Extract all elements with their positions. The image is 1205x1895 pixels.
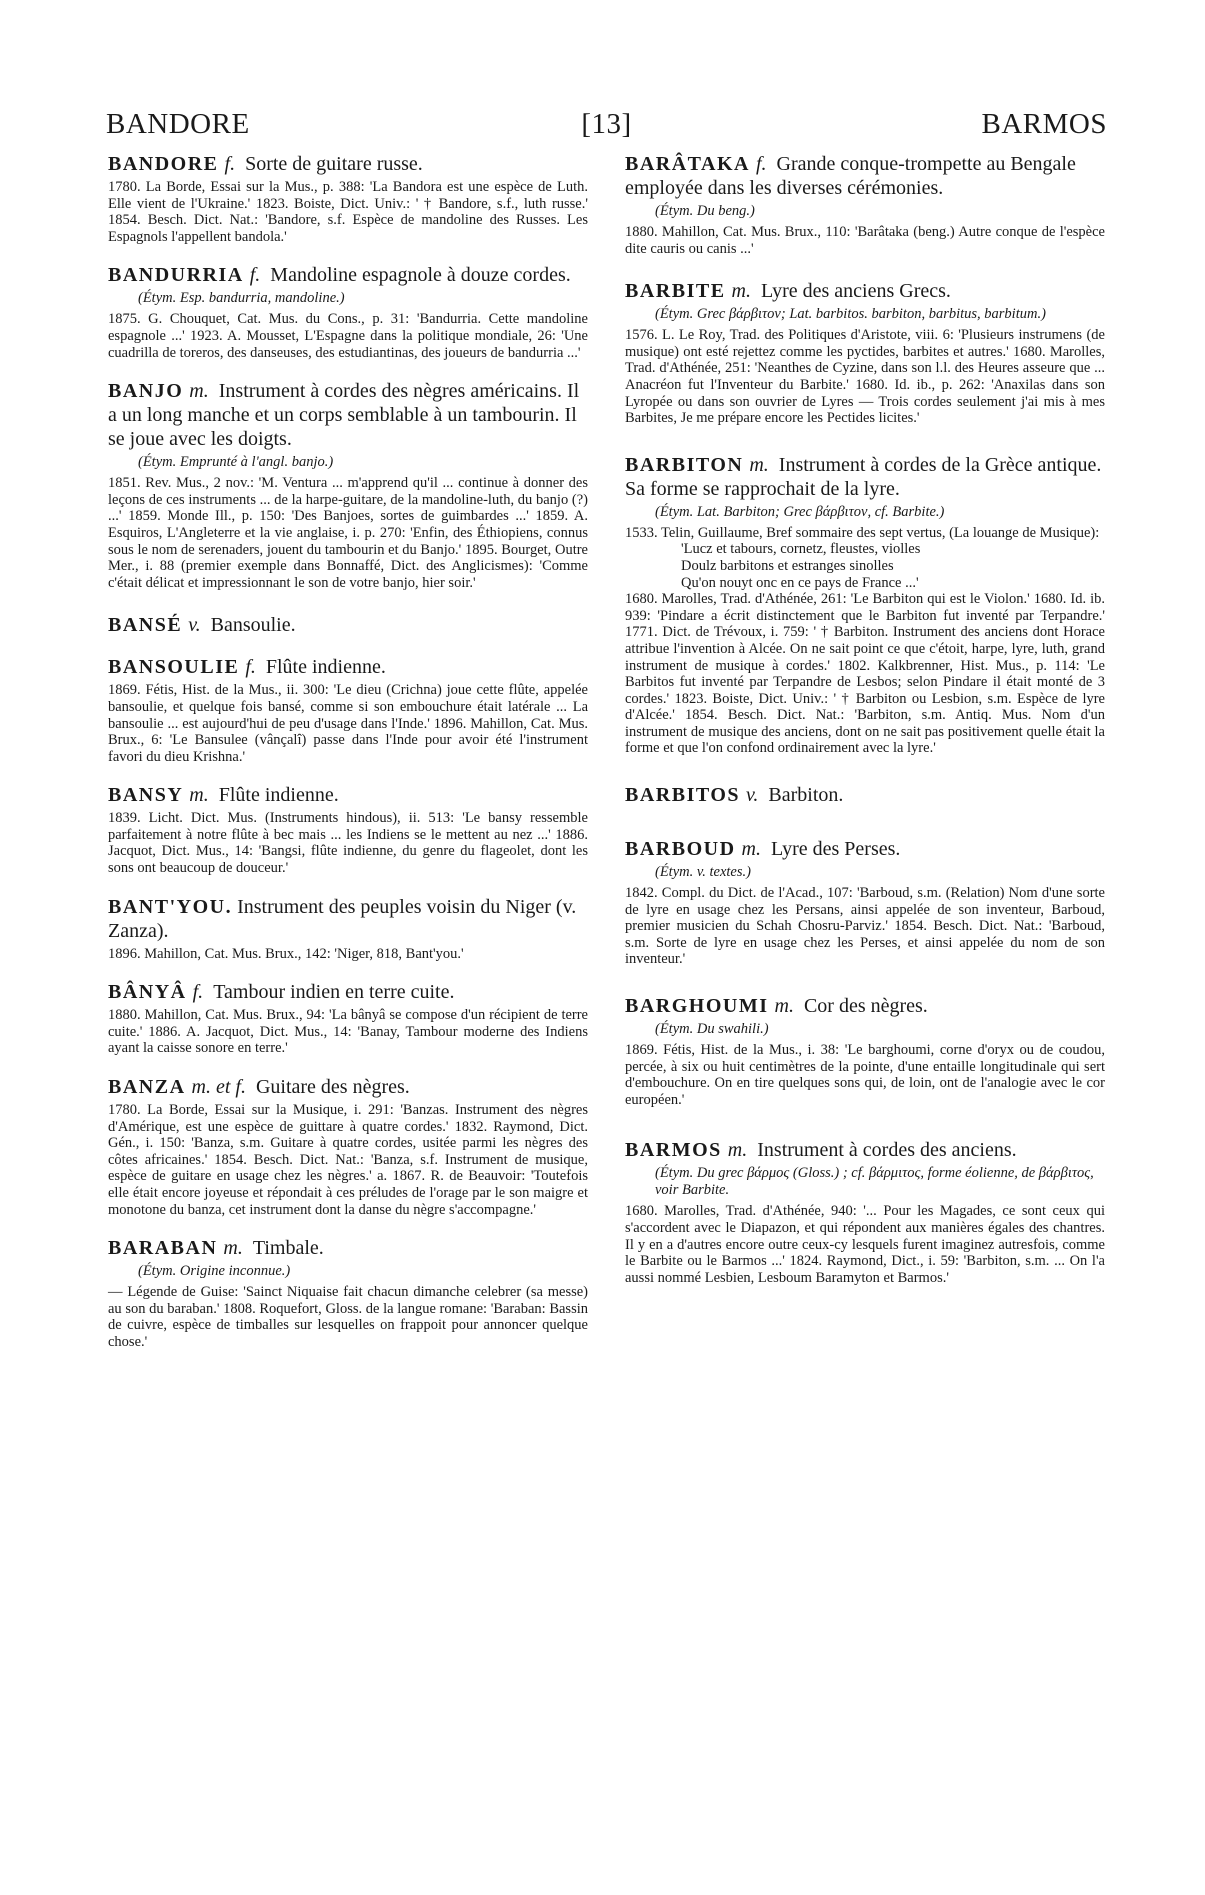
entry-heading [108, 613, 588, 637]
entry-heading [625, 783, 1105, 807]
citation: 1576. L. Le Roy, Trad. des Politiques d'Aristote, viii. 6: 'Plusieurs instrumens (de musique) ont esté rejettez comme les pyctides, barbites et autres.' 1680. Marolles, Trad. d'Athénée, 251: 'Neanthes de Cyzine, dans son l.l. des Heures asseure que ... Anacréon fut l'Inventeur du Barbite.' 1680. Id. ib., p. 262: 'Anaxilas dans son Lyropée ou dans son ouvrier de Lyres — Trois cordes seulement j'ai mis à mes Barbites, Je me prépare encore les Pectides licites.' [625, 327, 1105, 427]
headword: BARABAN [108, 1237, 218, 1260]
dictionary-entry [108, 152, 588, 245]
definition: Lyre des Perses. [770, 838, 901, 861]
definition: Lyre des anciens Grecs. [760, 280, 951, 303]
definition: Instrument à cordes de la Grèce antique. Sa forme se rapprochait de la lyre. [625, 453, 1102, 500]
part-of-speech: m. [223, 1237, 243, 1260]
headword: BARGHOUMI [625, 995, 769, 1018]
etymology: (Étym. Origine inconnue.) [138, 1263, 291, 1280]
part-of-speech: f. [245, 656, 256, 679]
verse-line: 'Lucz et tabours, cornetz, fleustes, violles [681, 541, 921, 558]
left-column [108, 152, 588, 1351]
etymology: (Étym. Du swahili.) [655, 1021, 769, 1038]
etymology: (Étym. Grec βάρβιτον; Lat. barbitos. barbiton, barbitus, barbitum.) [655, 306, 1046, 323]
definition: Instrument des peuples voisin du Niger (v. Zanza). [108, 895, 577, 942]
running-head-right: BARMOS [981, 108, 1107, 140]
definition: Flûte indienne. [218, 784, 339, 807]
part-of-speech: m. et f. [191, 1076, 246, 1099]
entry-heading [108, 655, 588, 679]
etymology: (Étym. Lat. Barbiton; Grec βάρβιτον, cf. Barbite.) [655, 503, 945, 520]
part-of-speech: f. [249, 264, 261, 287]
citation: 1839. Licht. Dict. Mus. (Instruments hindous), ii. 513: 'Le bansy ressemble parfaitement à notre flûte à bec mais ... les Indiens se le mettent au nez ...' 1886. Jacquot, Dict. Mus., 14: 'Bangsi, flûte indienne, du genre du flageolet, dont les sons ont beaucoup de douceur.' [108, 810, 588, 877]
etymology: (Étym. Emprunté à l'angl. banjo.) [138, 454, 334, 471]
part-of-speech: m. [749, 453, 769, 476]
citation: 1875. G. Chouquet, Cat. Mus. du Cons., p. 31: 'Bandurria. Cette mandoline espagnole ...' 1923. A. Mousset, L'Espagne dans la politique mondiale, 26: 'Une cuadrilla de toreros, des danseuses, des estudiantinas, des joueurs de bandurria ...' [108, 311, 588, 361]
citation: 1780. La Borde, Essai sur la Mus., p. 388: 'La Bandora est une espèce de Luth. Elle vient de l'Ukraine.' 1823. Boiste, Dict. Univ.: ' † Bandore, s.f., luth russe.' 1854. Besch. Dict. Nat.: 'Bandore, s.f. Espèce de mandoline des Russes. Les Espagnols l'appellent bandola.' [108, 179, 588, 245]
entry-heading [625, 152, 1105, 200]
part-of-speech: f. [224, 153, 236, 175]
entry-heading [625, 453, 1105, 501]
headword: BARÂTAKA [625, 153, 750, 175]
definition: Cor des nègres. [803, 995, 928, 1018]
entry-heading [625, 1138, 1105, 1162]
dictionary-entry [625, 994, 1105, 1108]
citation: 1880. Mahillon, Cat. Mus. Brux., 110: 'Barâtaka (beng.) Autre conque de l'espèce dite cauris ou canis ...' [625, 224, 1105, 257]
headword: BANDORE [108, 153, 219, 175]
page-header [106, 108, 1107, 148]
entry-heading [108, 152, 588, 176]
part-of-speech: m. [731, 280, 751, 303]
dictionary-entry [108, 980, 588, 1057]
running-head-left: BANDORE [106, 108, 250, 140]
part-of-speech: m. [189, 784, 209, 807]
etymology: (Étym. Du grec βάρμος (Gloss.) ; cf. βάρμιτος, forme éolienne, de βάρβιτος, voir Barbite. [655, 1165, 1094, 1199]
definition: Timbale. [252, 1237, 324, 1260]
verse-line: Doulz barbitons et estranges sinolles [681, 557, 894, 574]
citation: 1533. Telin, Guillaume, Bref sommaire des sept vertus, (La louange de Musique): [625, 524, 1100, 541]
headword: BANT'YOU. [108, 895, 233, 918]
entry-heading [108, 783, 588, 807]
definition: Grande conque-trompette au Bengale employée dans les diverses cérémonies. [625, 153, 1076, 199]
part-of-speech: m. [774, 995, 794, 1018]
headword: BARBITE [625, 280, 726, 303]
citation: 1780. La Borde, Essai sur la Musique, i. 291: 'Banzas. Instrument des nègres d'Amérique, est une espèce de guittare à quatre cordes.' 1832. Raymond, Dict. Gén., i. 150: 'Banza, s.m. Guitare à quatre cordes, usitée parmi les nègres des côtes africaines.' 1854. Besch. Dict. Nat.: 'Banza, s.f. Instrument de musique, espèce de guitare en usage chez les nègres.' a. 1867. R. de Beauvoir: 'Toutefois elle était encore joyeuse et répondait à ces préludes de l'orage par le son maigre et monotone du banza, cet instrument dont la danse du nègre s'accompagne.' [108, 1102, 588, 1218]
definition: Guitare des nègres. [255, 1076, 410, 1099]
part-of-speech: m. [727, 1139, 748, 1162]
dictionary-entry [108, 783, 588, 876]
headword: BARBOUD [625, 838, 736, 861]
citation: 1869. Fétis, Hist. de la Mus., i. 38: 'Le barghoumi, corne d'oryx ou de coudou, percée, à six ou huit centimètres de la pointe, d'une entaille longitudinale qui sert d'embouchure. On en tire quelques sons qui, de loin, ont de l'analogie avec le cor européen.' [625, 1042, 1105, 1108]
dictionary-entry [108, 1075, 588, 1218]
dictionary-entry [625, 837, 1105, 968]
definition: Instrument à cordes des nègres américains. Il a un long manche et un corps semblable à un tambourin. Il se joue avec les doigts. [108, 380, 580, 451]
dictionary-entry [625, 783, 1105, 807]
headword: BANSOULIE [108, 656, 240, 679]
dictionary-entry [108, 1236, 588, 1350]
entry-heading [108, 980, 588, 1004]
definition: Bansoulie. [210, 614, 296, 637]
citation: 1851. Rev. Mus., 2 nov.: 'M. Ventura ... m'apprend qu'il ... continue à donner des leçons de ces instruments ... de la harpe-guitare, de la mandoline-luth, du banjo (?) ...' 1859. Monde Ill., p. 150: 'Des Banjoes, sortes de guimbardes ...' 1859. A. Esquiros, L'Angleterre et la vie anglaise, i. p. 270: 'Enfin, des Éthiopiens, connus sous le nom de serenaders, jouent du tambourin et du Banjo.' 1895. Bourget, Outre Mer., i. 88 (premier exemple dans Bonnaffé, Dict. des Anglicismes): 'Comme c'était délicat et impressionnant le son de votre banjo, hier soir.' [108, 475, 588, 591]
entry-heading [625, 994, 1105, 1018]
definition: Mandoline espagnole à douze cordes. [270, 264, 571, 287]
part-of-speech: v. [746, 784, 759, 807]
entry-heading [625, 837, 1105, 861]
right-column [625, 152, 1105, 1286]
headword: BARBITON [625, 453, 744, 476]
entry-heading [108, 1075, 588, 1099]
dictionary-entry [108, 895, 588, 963]
etymology: (Étym. v. textes.) [655, 864, 751, 881]
headword: BANDURRIA [108, 264, 244, 287]
headword: BÂNYÂ [108, 981, 187, 1004]
dictionary-entry [625, 279, 1105, 427]
citation: — Légende de Guise: 'Sainct Niquaise fait chacun dimanche celebrer (sa messe) au son du baraban.' 1808. Roquefort, Gloss. de la langue romane: 'Baraban: Bassin de cuivre, espèce de timballes sur lesquelles on frappoit pour annoncer quelque chose.' [108, 1284, 588, 1350]
definition: Flûte indienne. [265, 656, 386, 679]
dictionary-entry [108, 263, 588, 361]
entry-heading [108, 379, 588, 451]
part-of-speech: m. [741, 838, 761, 861]
dictionary-entry [108, 379, 588, 591]
headword: BANSY [108, 784, 184, 807]
verse-line: Qu'on nouyt onc en ce pays de France ...' [681, 574, 919, 591]
entry-heading [108, 1236, 588, 1260]
headword: BANZA [108, 1076, 186, 1099]
part-of-speech: f. [755, 153, 767, 175]
citation: 1680. Marolles, Trad. d'Athénée, 261: 'Le Barbiton qui est le Violon.' 1680. Id. ib. 939: 'Pindare a écrit distinctement que le Barbiton fut inventé par Terpandre.' 1771. Dict. de Trévoux, i. 759: ' † Barbiton. Instrument des anciens dont Horace attribue l'invention à Alcée. On ne sait point ce que c'étoit, harpe, lyre, luth, grand instrument de musique à cordes.' 1802. Kalkbrenner, Hist. Mus., p. 114: 'Le Barbitos fut inventé par Terpandre de Lesbos; selon Pindare il était monté de 3 cordes.' 1823. Boiste, Dict. Univ.: ' † Barbiton ou Lesbion, s.m. Espèce de lyre d'Alcée.' 1854. Besch. Dict. Nat.: 'Barbiton, s.m. Antiq. Mus. Nom d'un instrument de musique des anciens, dont on ne sait pas positivement quelle était la forme et que l'on confond ordinairement avec la lyre.' [625, 591, 1105, 757]
definition: Tambour indien en terre cuite. [213, 981, 455, 1004]
citation: 1896. Mahillon, Cat. Mus. Brux., 142: 'Niger, 818, Bant'you.' [108, 945, 464, 962]
entry-heading [625, 279, 1105, 303]
page-number: [13] [581, 108, 632, 140]
citation: 1880. Mahillon, Cat. Mus. Brux., 94: 'La bânyâ se compose d'un récipient de terre cuite.' 1886. A. Jacquot, Dict. Mus., 14: 'Banay, Tambour moderne des Indiens ayant la caisse sonore en terre.' [108, 1007, 588, 1057]
definition: Barbiton. [768, 784, 844, 807]
etymology: (Étym. Esp. bandurria, mandoline.) [138, 290, 345, 307]
entry-heading [108, 263, 588, 287]
citation: 1680. Marolles, Trad. d'Athénée, 940: '... Pour les Magades, ce sont ceux qui s'accordent avec le Diapazon, et qui répondent aux manières égales des chantres. Il y en a d'autres encore outre ceux-cy lesquels furent imaginez autresfois, comme le Barbite ou le Barmos ...' 1824. Raymond, Dict., i. 59: 'Barbiton, s.m. ... On l'a aussi nommé Lesbien, Lesboum Baramyton et Barmos.' [625, 1203, 1105, 1286]
dictionary-entry [108, 655, 588, 765]
headword: BARBITOS [625, 784, 741, 807]
headword: BARMOS [625, 1139, 722, 1162]
dictionary-entry [108, 613, 588, 637]
part-of-speech: m. [189, 380, 209, 403]
definition: Instrument à cordes des anciens. [757, 1139, 1017, 1162]
definition: Sorte de guitare russe. [245, 153, 423, 175]
dictionary-entry [625, 152, 1105, 257]
headword: BANJO [108, 380, 184, 403]
headword: BANSÉ [108, 614, 183, 637]
etymology: (Étym. Du beng.) [655, 203, 755, 219]
citation: 1869. Fétis, Hist. de la Mus., ii. 300: 'Le dieu (Crichna) joue cette flûte, appelée bansoulie, et quelque fois bansé, comme si son embouchure était latérale ... La bansoulie ... est aujourd'hui de peu d'usage dans l'Inde.' 1896. Mahillon, Cat. Mus. Brux., 6: 'Le Bansulee (vânçalî) passe dans l'Inde pour avoir été l'instrument favori du dieu Krishna.' [108, 682, 588, 765]
citation: 1842. Compl. du Dict. de l'Acad., 107: 'Barboud, s.m. (Relation) Nom d'une sorte de lyre en usage chez les Persans, ainsi appelée de son inventeur, Barboud, premier musicien du Schah Chosru-Parviz.' 1854. Besch. Dict. Nat.: 'Barboud, s.m. Sorte de lyre en usage chez les Perses, et ainsi appelée du nom de son inventeur.' [625, 885, 1105, 968]
dictionary-entry [625, 1138, 1105, 1286]
part-of-speech: v. [188, 614, 201, 637]
part-of-speech: f. [192, 981, 204, 1004]
dictionary-entry [625, 453, 1105, 757]
entry-heading [108, 895, 588, 943]
